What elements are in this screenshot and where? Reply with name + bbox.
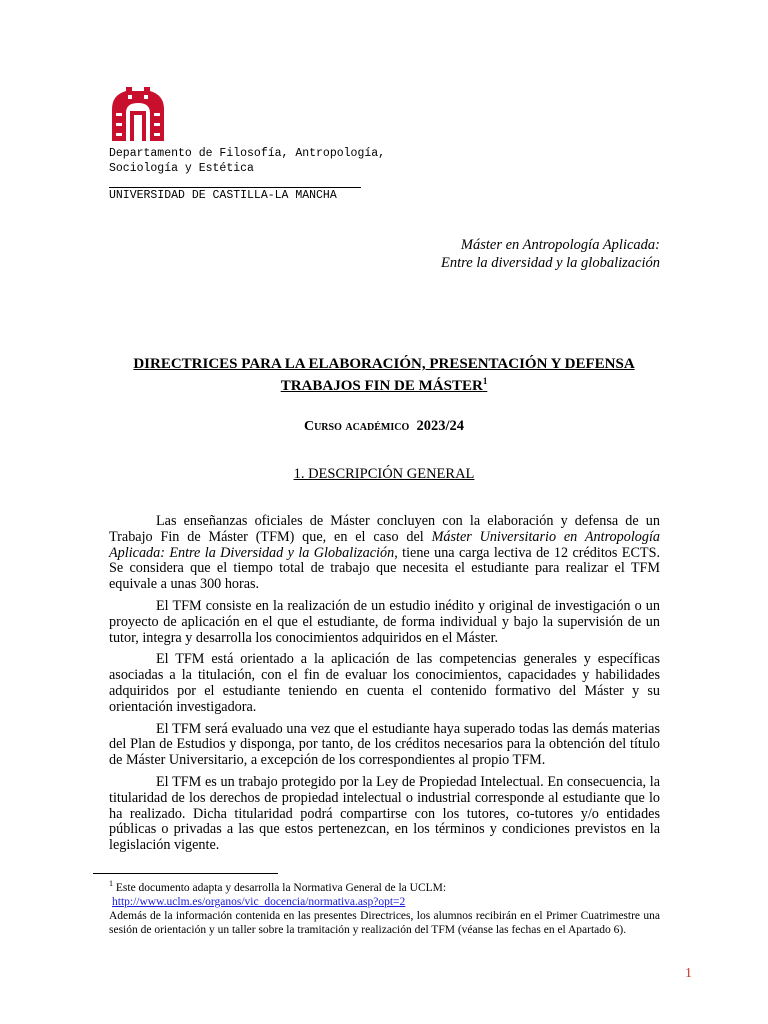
university-name: UNIVERSIDAD DE CASTILLA-LA MANCHA [109, 189, 337, 202]
body-text [109, 514, 660, 860]
footnote-text: Este documento adapta y desarrolla la Normativa General de la UCLM: [115, 881, 447, 894]
paragraph-1-italic: Máster Universitario en Antropología Aplicada: Entre la Diversidad y la Globalización [109, 528, 661, 561]
normativa-link[interactable]: http://www.uclm.es/organos/vic_docencia/normativa.asp?opt=2 [112, 895, 406, 908]
paragraph-5: El TFM es un trabajo protegido por la Ley de Propiedad Intelectual. En consecuencia, la titularidad de los derechos de propiedad intelectual o industrial corresponde al estudiante que lo ha realizado. Dicha titularidad podrá compartirse con los tutores, co-tutores y/o entidades públicas o privadas a las que estos pertenezcan, en los términos y condiciones previstos en la legislación vigente. [109, 773, 660, 854]
title-line-2: TRABAJOS FIN DE MÁSTER [280, 378, 483, 394]
department-line-2: Sociología y Estética [109, 161, 254, 175]
paragraph-1-b: , tiene una carga lectiva de 12 créditos ECTS. Se considera que el tiempo total de trabajo que necesita el estudiante para realizar el TFM equivale a unas 300 horas. [109, 544, 661, 593]
university-logo-icon [108, 83, 168, 143]
page-number: 1 [685, 966, 692, 981]
section-heading: 1. DESCRIPCIÓN GENERAL [293, 466, 475, 482]
document-title [100, 356, 668, 395]
paragraph-3: El TFM está orientado a la aplicación de las competencias generales y específicas asociadas a la titulación, con el fin de evaluar los conocimientos, capacidades y habilidades adquiridos por el estudiante teniendo en cuenta el contenido formativo del Máster y su orientación investigadora. [109, 651, 660, 715]
academic-year-value: 2023/24 [416, 418, 465, 434]
footnote-divider [93, 873, 278, 874]
header-divider [109, 187, 361, 188]
master-line-1: Máster en Antropología Aplicada: [460, 237, 660, 253]
master-program-name [441, 236, 660, 272]
paragraph-1-a: Las enseñanzas oficiales de Máster concluyen con la elaboración y defensa de un Trabajo Fin de Máster (TFM) que, en el caso del [109, 513, 660, 545]
paragraph-2: El TFM consiste en la realización de un estudio inédito y original de investigación o un proyecto de aplicación en el que el estudiante, de forma individual y bajo la supervisión de un tutor, integra y desarrolla los conocimientos adquiridos en el Máster. [109, 597, 660, 646]
title-footnote-mark[interactable]: 1 [482, 376, 488, 386]
academic-year-label: Curso académico [303, 419, 410, 434]
paragraph-4: El TFM será evaluado una vez que el estudiante haya superado todas las demás materias del Plan de Estudios y disponga, por tanto, de los créditos necesarios para la obtención del título de Máster Universitario, a excepción de los correspondientes al propio TFM. [109, 720, 660, 769]
department-name [109, 147, 385, 176]
footnote [109, 877, 660, 937]
footnote-mark: 1 [109, 879, 113, 888]
paragraph-1 [109, 514, 660, 593]
footnote-text-2: Además de la información contenida en las presentes Directrices, los alumnos recibirán en el Primer Cuatrimestre una sesión de orientación y un taller sobre la tramitación y realización del TFM (véanse las fechas en el Apartado 6). [109, 909, 660, 936]
academic-year [100, 418, 668, 435]
master-line-2: Entre la diversidad y la globalización [441, 255, 660, 271]
title-line-1: DIRECTRICES PARA LA ELABORACIÓN, PRESENTACIÓN Y DEFENSA [133, 356, 635, 372]
department-line-1: Departamento de Filosofía, Antropología, [109, 147, 386, 160]
